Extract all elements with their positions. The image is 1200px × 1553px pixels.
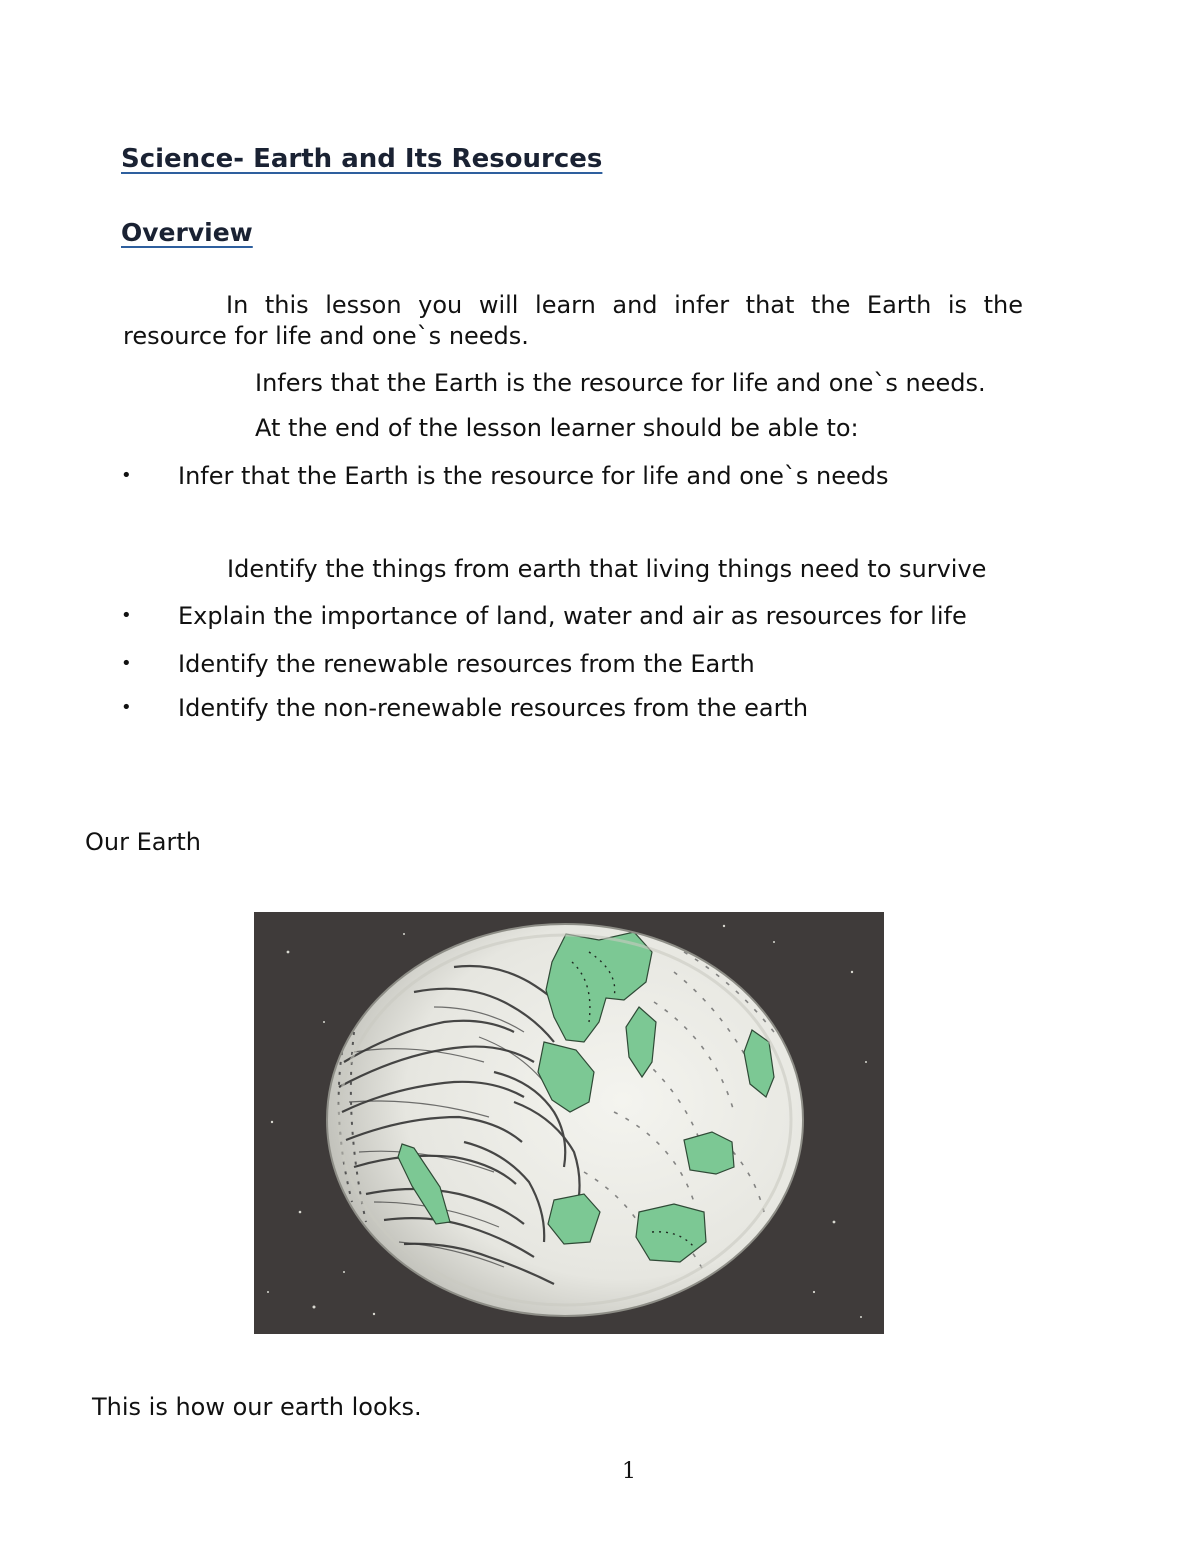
earth-illustration	[254, 912, 884, 1334]
bullet-icon: •	[121, 653, 132, 674]
objectives-intro: At the end of the lesson learner should be able to:	[255, 414, 859, 442]
objective-item: Explain the importance of land, water and air as resources for life	[178, 602, 967, 630]
bullet-icon: •	[121, 605, 132, 626]
intro-line-2: resource for life and one`s needs.	[123, 322, 529, 350]
document-title: Science- Earth and Its Resources	[121, 144, 603, 174]
figure-caption: This is how our earth looks.	[92, 1393, 422, 1421]
bullet-icon: •	[121, 697, 132, 718]
bullet-icon: •	[121, 465, 132, 486]
objective-item: Infer that the Earth is the resource for life and one`s needs	[178, 462, 889, 490]
intro-line-1: In this lesson you will learn and infer that the Earth is the	[226, 291, 1023, 319]
identify-statement: Identify the things from earth that living things need to survive	[227, 555, 987, 583]
page-number: 1	[622, 1459, 636, 1484]
objective-item: Identify the renewable resources from the Earth	[178, 650, 755, 678]
infers-statement: Infers that the Earth is the resource for life and one`s needs.	[255, 369, 986, 397]
figure-heading: Our Earth	[85, 828, 201, 856]
overview-heading: Overview	[121, 218, 253, 247]
objective-item: Identify the non-renewable resources from the earth	[178, 694, 809, 722]
